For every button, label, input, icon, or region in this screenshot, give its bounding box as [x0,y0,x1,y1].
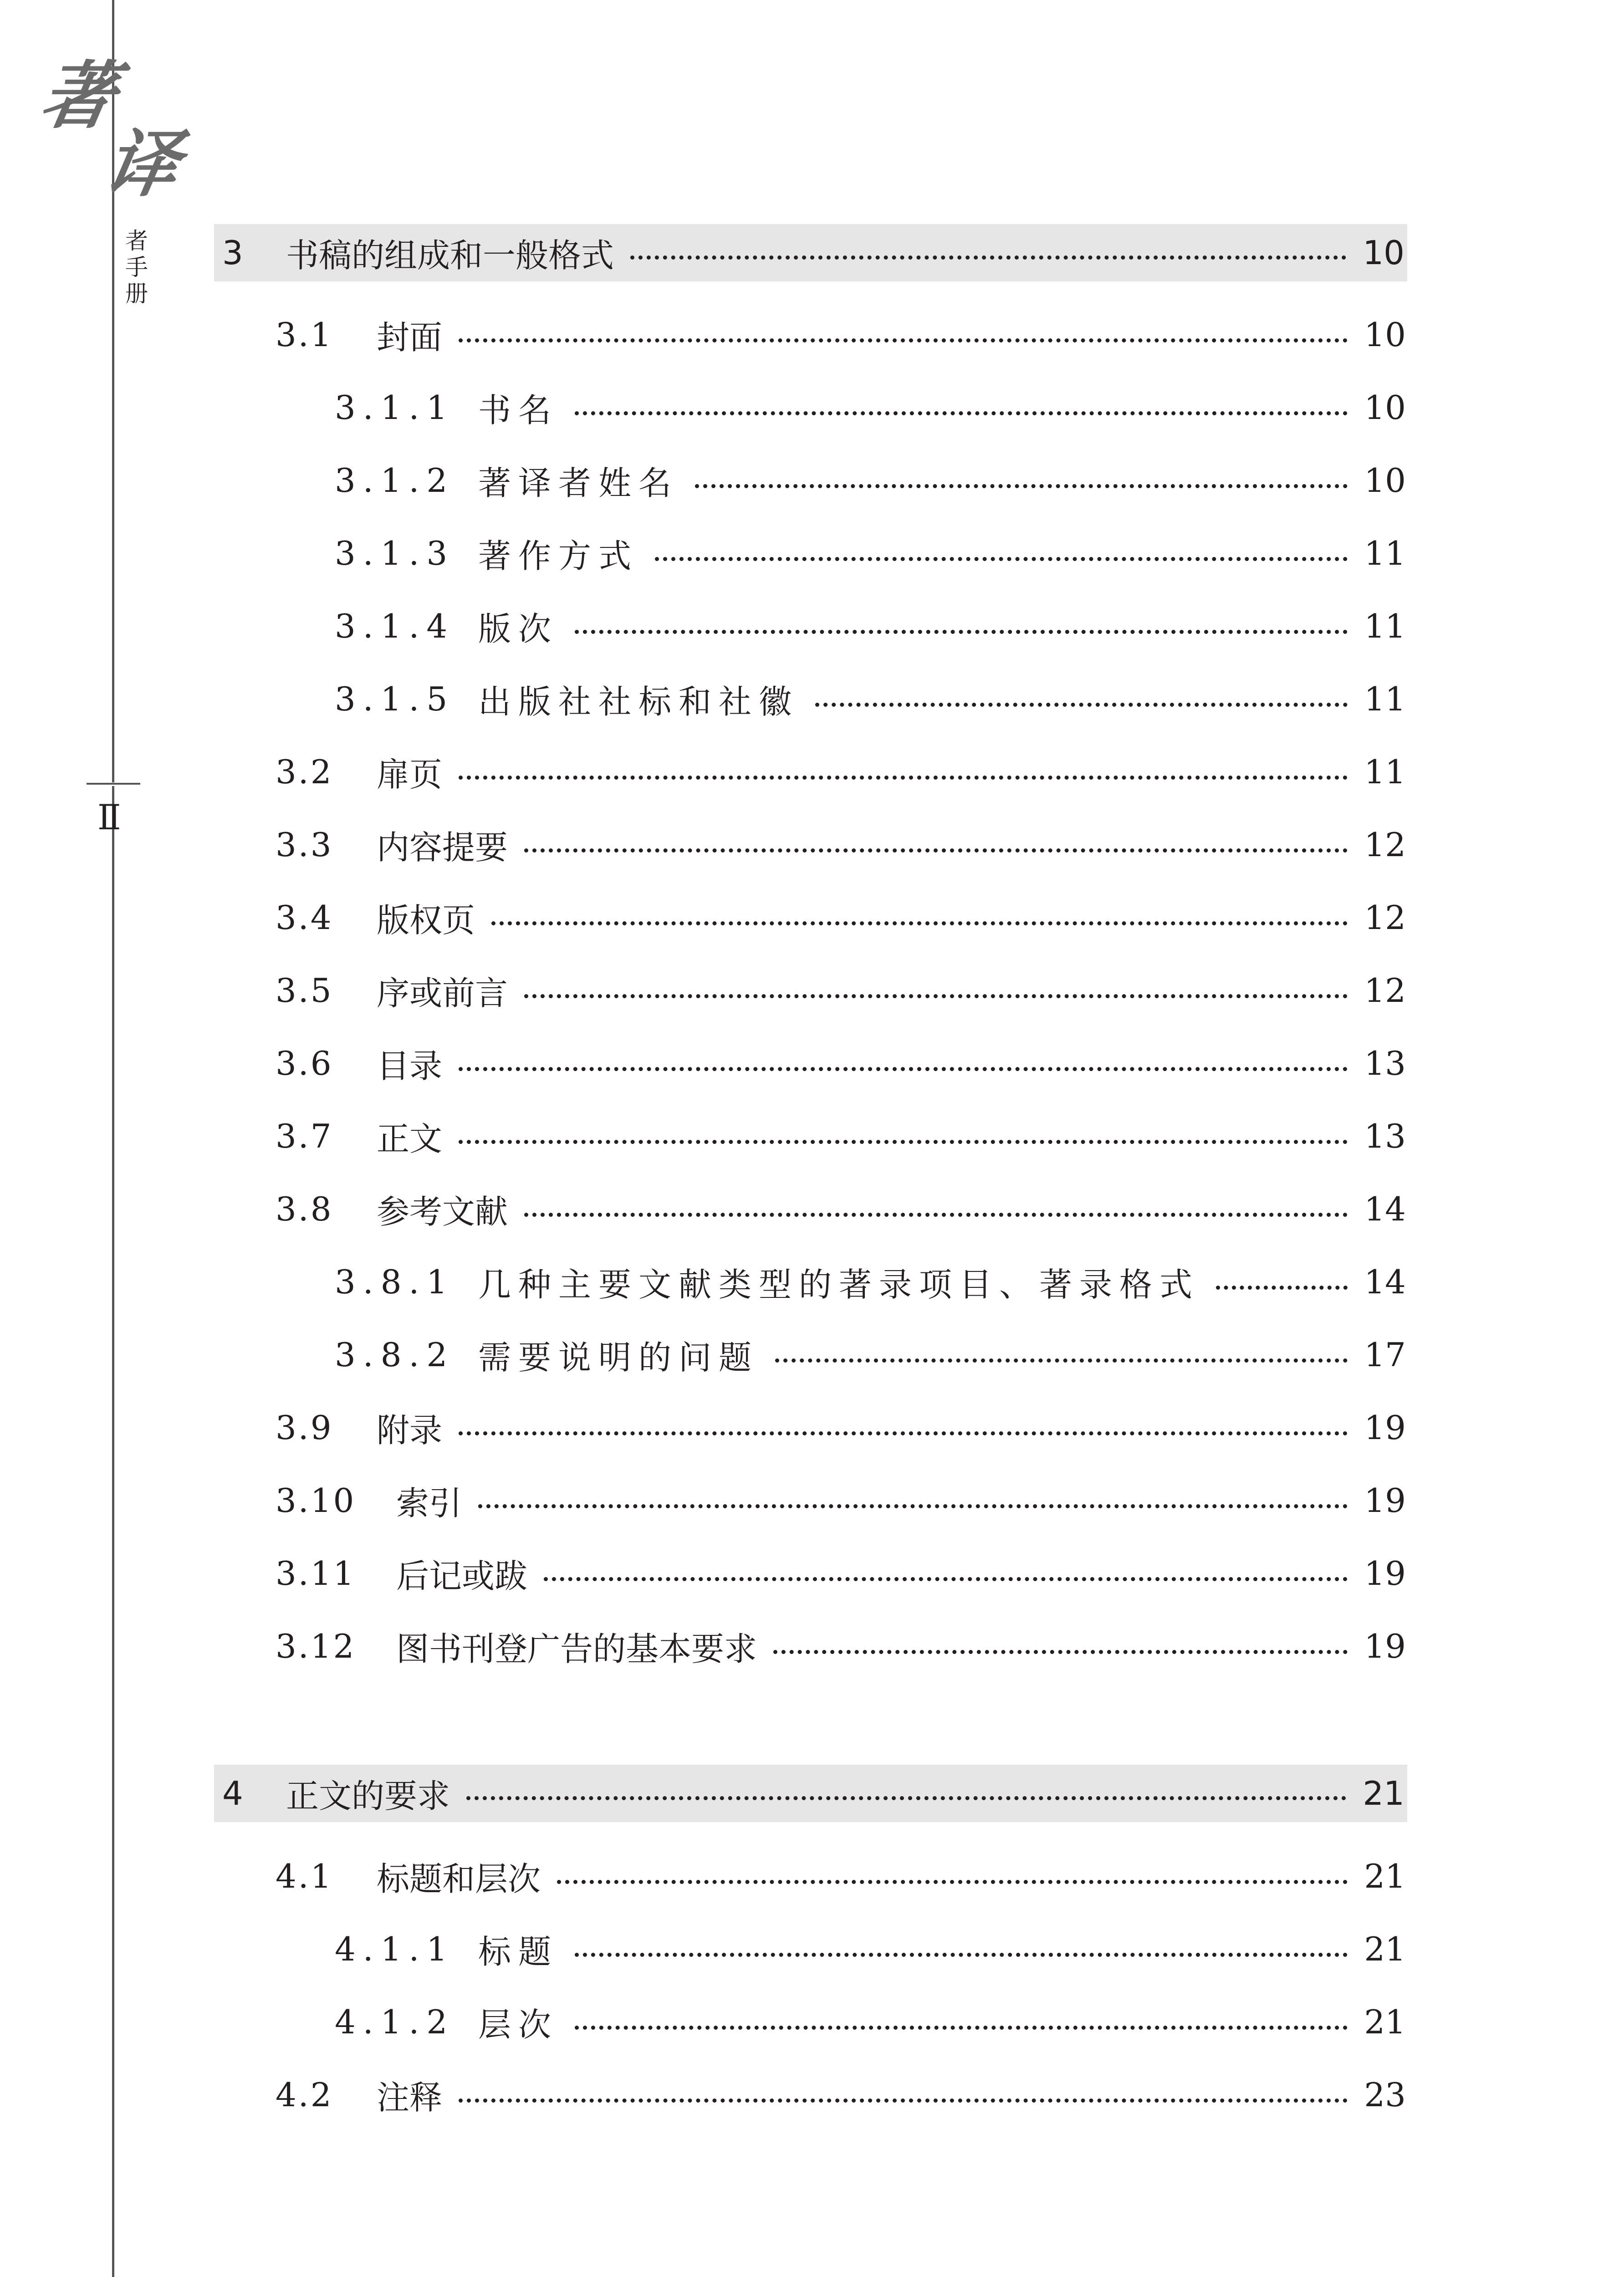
entry-title: 需要说明的问题 [478,1338,759,1377]
entry-title: 几种主要文献类型的著录项目、著录格式 [478,1266,1200,1304]
entry-page: 10 [1364,388,1406,427]
dot-leader [491,921,1348,925]
entry-page: 19 [1364,1554,1406,1593]
entry-page: 19 [1364,1409,1406,1447]
toc-entry[interactable] [335,601,1406,651]
dot-leader [459,1431,1348,1435]
entry-title: 封面 [377,318,443,357]
entry-number: 3.1 [276,316,333,354]
entry-page: 14 [1364,1190,1406,1228]
running-title-char: 者 [125,228,148,254]
entry-title: 标题和层次 [377,1860,541,1898]
logo-char: 译 [98,121,186,207]
chapter-heading[interactable] [214,224,1407,281]
dot-leader [575,630,1348,634]
chapter-title: 正文的要求 [286,1777,450,1815]
toc-entry[interactable] [335,1924,1406,1974]
chapter-page: 21 [1363,1774,1404,1812]
dot-leader [773,1650,1348,1654]
entry-number: 3.12 [276,1627,356,1665]
entry-number: 3.2 [276,753,333,791]
dot-leader [478,1504,1348,1508]
dot-leader [524,848,1348,853]
entry-page: 10 [1364,461,1406,500]
dot-leader [775,1358,1348,1363]
toc-entry[interactable] [335,1997,1406,2047]
entry-page: 12 [1364,826,1406,864]
entry-page: 19 [1364,1481,1406,1520]
toc-entry[interactable] [276,1403,1406,1453]
entry-title: 序或前言 [377,974,508,1012]
entry-title: 著作方式 [478,537,639,575]
page-number: Ⅱ [97,797,118,837]
toc-entry[interactable] [335,383,1406,433]
entry-title: 版次 [478,610,559,648]
entry-page: 17 [1364,1336,1406,1374]
toc-entry[interactable] [276,1475,1406,1526]
entry-page: 10 [1364,316,1406,354]
entry-number: 3.8 [276,1190,333,1228]
entry-number: 3.4 [276,899,333,937]
toc-entry[interactable] [276,893,1406,943]
entry-number: 3.6 [276,1044,333,1082]
entry-page: 23 [1364,2076,1406,2114]
entry-number: 3.7 [276,1117,333,1155]
dot-leader [524,1213,1348,1217]
entry-title: 内容提要 [377,828,508,867]
entry-number: 3.1.3 [335,534,455,572]
toc-entry[interactable] [276,1038,1406,1088]
entry-title: 图书刊登广告的基本要求 [396,1630,757,1668]
entry-title: 索引 [396,1484,462,1522]
entry-title: 层次 [478,2006,559,2044]
dot-leader [575,2026,1348,2030]
running-title-char: 册 [125,281,148,307]
entry-page: 11 [1364,753,1406,791]
entry-page: 11 [1364,534,1406,572]
entry-title: 出版社社标和社徽 [478,683,799,721]
entry-number: 3.3 [276,826,333,864]
entry-number: 3.5 [276,971,333,1010]
dot-leader [459,1067,1348,1071]
entry-number: 3.11 [276,1554,356,1593]
entry-title: 扉页 [377,756,443,794]
entry-page: 21 [1364,1930,1406,1968]
logo-char: 著 [34,53,123,138]
entry-number: 4.2 [276,2076,333,2114]
toc-entry[interactable] [276,1184,1406,1234]
running-title-char: 手 [125,254,148,281]
entry-page: 11 [1364,607,1406,645]
entry-number: 3.10 [276,1481,356,1520]
entry-page: 12 [1364,899,1406,937]
entry-title: 著译者姓名 [478,464,679,502]
entry-number: 4.1.1 [335,1930,455,1968]
entry-title: 目录 [377,1047,443,1085]
entry-page: 14 [1364,1263,1406,1301]
toc-entry[interactable] [276,820,1406,870]
entry-title: 正文 [377,1120,443,1158]
entry-number: 3.1.2 [335,461,455,500]
chapter-number: 4 [222,1774,243,1812]
entry-page: 21 [1364,1857,1406,1895]
toc-entry[interactable] [335,455,1406,505]
entry-title: 版权页 [377,901,475,939]
toc-entry[interactable] [276,2070,1406,2120]
toc-entry[interactable] [335,1330,1406,1380]
entry-number: 4.1 [276,1857,333,1895]
dot-leader [557,1880,1348,1884]
toc-entry[interactable] [276,1111,1406,1161]
chapter-title: 书稿的组成和一般格式 [286,236,614,275]
dot-leader [815,703,1348,707]
dot-leader [575,411,1348,415]
entry-number: 4.1.2 [335,2003,455,2041]
entry-number: 3.8.1 [335,1263,455,1301]
chapter-number: 3 [222,234,243,272]
entry-page: 12 [1364,971,1406,1010]
dot-leader [466,1796,1346,1800]
toc-entry[interactable] [276,747,1406,797]
dot-leader [1216,1286,1348,1290]
toc-entry[interactable] [335,528,1406,578]
toc-entry[interactable] [276,1851,1406,1901]
entry-page: 13 [1364,1117,1406,1155]
dot-leader [459,2098,1348,2103]
dot-leader [544,1577,1348,1581]
dot-leader [695,484,1348,488]
entry-number: 3.8.2 [335,1336,455,1374]
dot-leader [459,776,1348,780]
chapter-page: 10 [1363,234,1404,272]
dot-leader [630,255,1346,260]
toc-entry[interactable] [335,1257,1406,1307]
entry-number: 3.1.4 [335,607,455,645]
entry-title: 书名 [478,391,559,429]
dot-leader [459,1140,1348,1144]
entry-title: 参考文献 [377,1193,508,1231]
entry-page: 19 [1364,1627,1406,1665]
entry-title: 附录 [377,1411,443,1450]
dot-leader [459,338,1348,342]
dot-leader [575,1953,1348,1957]
entry-page: 13 [1364,1044,1406,1082]
dot-leader [524,994,1348,998]
entry-title: 后记或跋 [396,1557,528,1595]
entry-number: 3.9 [276,1409,333,1447]
toc-entry[interactable] [276,1548,1406,1598]
entry-number: 3.1.1 [335,388,455,427]
toc-entry[interactable] [276,965,1406,1016]
entry-title: 注释 [377,2078,443,2117]
toc-entry[interactable] [335,674,1406,724]
entry-title: 标题 [478,1933,559,1971]
entry-page: 21 [1364,2003,1406,2041]
entry-number: 3.1.5 [335,680,455,718]
dot-leader [655,557,1348,561]
toc-entry[interactable] [276,1621,1406,1671]
entry-page: 11 [1364,680,1406,718]
toc-entry[interactable] [276,310,1406,360]
chapter-heading[interactable] [214,1765,1407,1822]
